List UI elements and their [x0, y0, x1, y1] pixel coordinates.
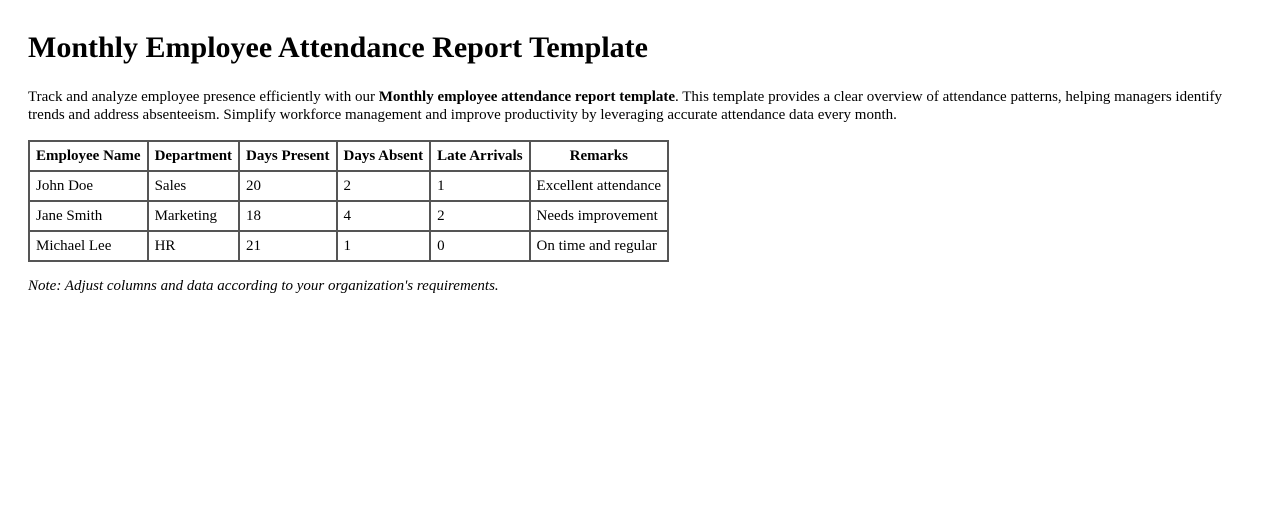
document-page [0, 30, 1278, 295]
header-remarks: Remarks [530, 141, 669, 171]
table-header-row [29, 141, 668, 171]
table-row [29, 201, 668, 231]
cell-employee-name: John Doe [29, 171, 148, 201]
cell-late-arrivals: 2 [430, 201, 529, 231]
cell-remarks: Excellent attendance [530, 171, 669, 201]
cell-days-present: 20 [239, 171, 336, 201]
cell-days-absent: 4 [337, 201, 431, 231]
intro-paragraph [28, 88, 1258, 124]
cell-late-arrivals: 1 [430, 171, 529, 201]
cell-days-absent: 2 [337, 171, 431, 201]
cell-remarks: On time and regular [530, 231, 669, 261]
cell-remarks: Needs improvement [530, 201, 669, 231]
cell-employee-name: Michael Lee [29, 231, 148, 261]
table-row [29, 231, 668, 261]
intro-text-start: Track and analyze employee presence efficiently with our [28, 89, 379, 105]
cell-days-absent: 1 [337, 231, 431, 261]
cell-late-arrivals: 0 [430, 231, 529, 261]
table-row [29, 171, 668, 201]
header-department: Department [148, 141, 239, 171]
intro-emphasis: Monthly employee attendance report template [378, 89, 676, 105]
intro-text-end: . This template provides a clear overview of attendance patterns, helping managers identify trends and address absenteeism. Simplify workforce management and improve productivity by leveraging accurate attendance data every month. [28, 89, 1223, 123]
header-days-absent: Days Absent [337, 141, 431, 171]
header-days-present: Days Present [239, 141, 336, 171]
cell-department: Marketing [148, 201, 239, 231]
cell-department: HR [148, 231, 239, 261]
footnote: Note: Adjust columns and data according to your organization's requirements. [28, 278, 499, 294]
attendance-table [28, 140, 669, 262]
cell-days-present: 18 [239, 201, 336, 231]
cell-employee-name: Jane Smith [29, 201, 148, 231]
cell-department: Sales [148, 171, 239, 201]
header-late-arrivals: Late Arrivals [430, 141, 529, 171]
page-title: Monthly Employee Attendance Report Template [28, 31, 648, 64]
header-employee-name: Employee Name [29, 141, 148, 171]
cell-days-present: 21 [239, 231, 336, 261]
